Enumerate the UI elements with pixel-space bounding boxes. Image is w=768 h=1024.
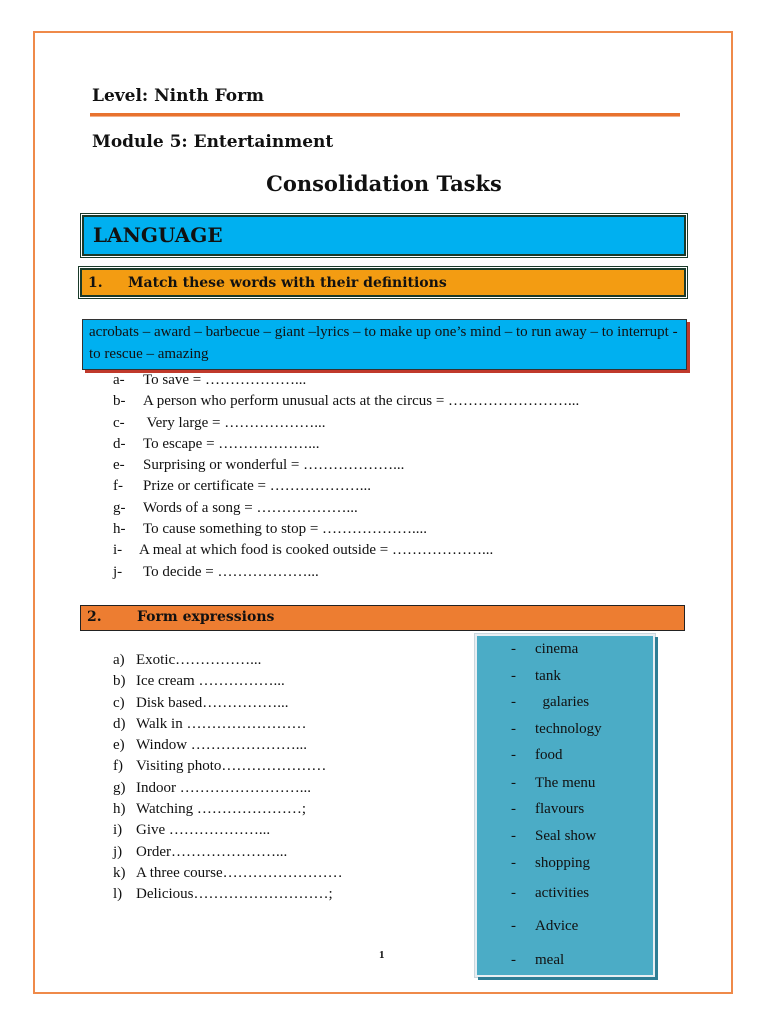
definition-item: e- Surprising or wonderful = ………………... bbox=[113, 457, 405, 474]
expression-item: f) Visiting photo………………… bbox=[113, 758, 327, 775]
definition-item: a- To save = ………………... bbox=[113, 372, 307, 388]
answer-option: - food bbox=[511, 747, 563, 763]
answer-option: - tank bbox=[511, 668, 561, 684]
expression-item: h) Watching …………………; bbox=[113, 801, 307, 818]
expression-item: j) Order…………………... bbox=[113, 843, 288, 860]
answer-option: - shopping bbox=[511, 855, 591, 871]
definition-item: b- A person who perform unusual acts at the circus = ……………………... bbox=[113, 393, 580, 410]
expressions-list bbox=[113, 650, 343, 906]
answer-options-box bbox=[475, 634, 655, 977]
task-1-number: 1. bbox=[88, 275, 103, 291]
task-2-bar bbox=[80, 605, 685, 631]
definition-item: d- To escape = ………………... bbox=[113, 435, 320, 452]
word-bank: acrobats – award – barbecue – giant –lyrics – to make up one’s mind – to run away – to interrupt - to rescue – amazing bbox=[82, 319, 687, 370]
expression-item: i) Give ………………... bbox=[113, 822, 271, 839]
definition-item: h- To cause something to stop = ……………….... bbox=[113, 521, 428, 538]
expression-item: e) Window …………………... bbox=[113, 737, 308, 754]
answer-option: - Advice bbox=[511, 918, 579, 934]
expression-item: a) Exotic……………... bbox=[113, 652, 262, 668]
section-label: LANGUAGE bbox=[93, 223, 223, 247]
expression-item: l) Delicious………………………; bbox=[113, 886, 333, 903]
answer-option: - meal bbox=[511, 952, 565, 968]
page-title: Consolidation Tasks bbox=[266, 171, 502, 196]
definition-item: j- To decide = ………………... bbox=[113, 563, 319, 580]
task-1-label: Match these words with their definitions bbox=[128, 275, 447, 291]
definition-item: c- Very large = ………………... bbox=[113, 414, 326, 431]
level-heading: Level: Ninth Form bbox=[92, 86, 265, 106]
answer-option: - technology bbox=[511, 721, 602, 737]
definitions-list bbox=[113, 370, 579, 583]
definition-item: f- Prize or certificate = ………………... bbox=[113, 478, 371, 495]
expression-item: c) Disk based……………... bbox=[113, 694, 289, 711]
section-banner-language bbox=[82, 215, 686, 256]
answer-option: - The menu bbox=[511, 775, 596, 791]
task-2-number: 2. bbox=[87, 609, 102, 625]
expression-item: b) Ice cream ……………... bbox=[113, 673, 285, 690]
answer-option: - Seal show bbox=[511, 828, 597, 844]
heading-rule bbox=[90, 113, 680, 117]
expression-item: k) A three course…………………… bbox=[113, 864, 343, 881]
definition-item: g- Words of a song = ………………... bbox=[113, 499, 358, 516]
answer-option: - galaries bbox=[511, 694, 590, 710]
page-number: 1 bbox=[379, 949, 385, 961]
expression-item: g) Indoor ……………………... bbox=[113, 779, 311, 796]
answer-option: - activities bbox=[511, 885, 590, 901]
answer-option: - flavours bbox=[511, 801, 585, 817]
definition-item: i- A meal at which food is cooked outside = ………………... bbox=[113, 542, 494, 559]
module-heading: Module 5: Entertainment bbox=[92, 132, 334, 152]
task-1-bar bbox=[80, 268, 686, 297]
expression-item: d) Walk in …………………… bbox=[113, 715, 307, 732]
task-2-label: Form expressions bbox=[137, 609, 275, 625]
answer-option: - cinema bbox=[511, 641, 579, 657]
